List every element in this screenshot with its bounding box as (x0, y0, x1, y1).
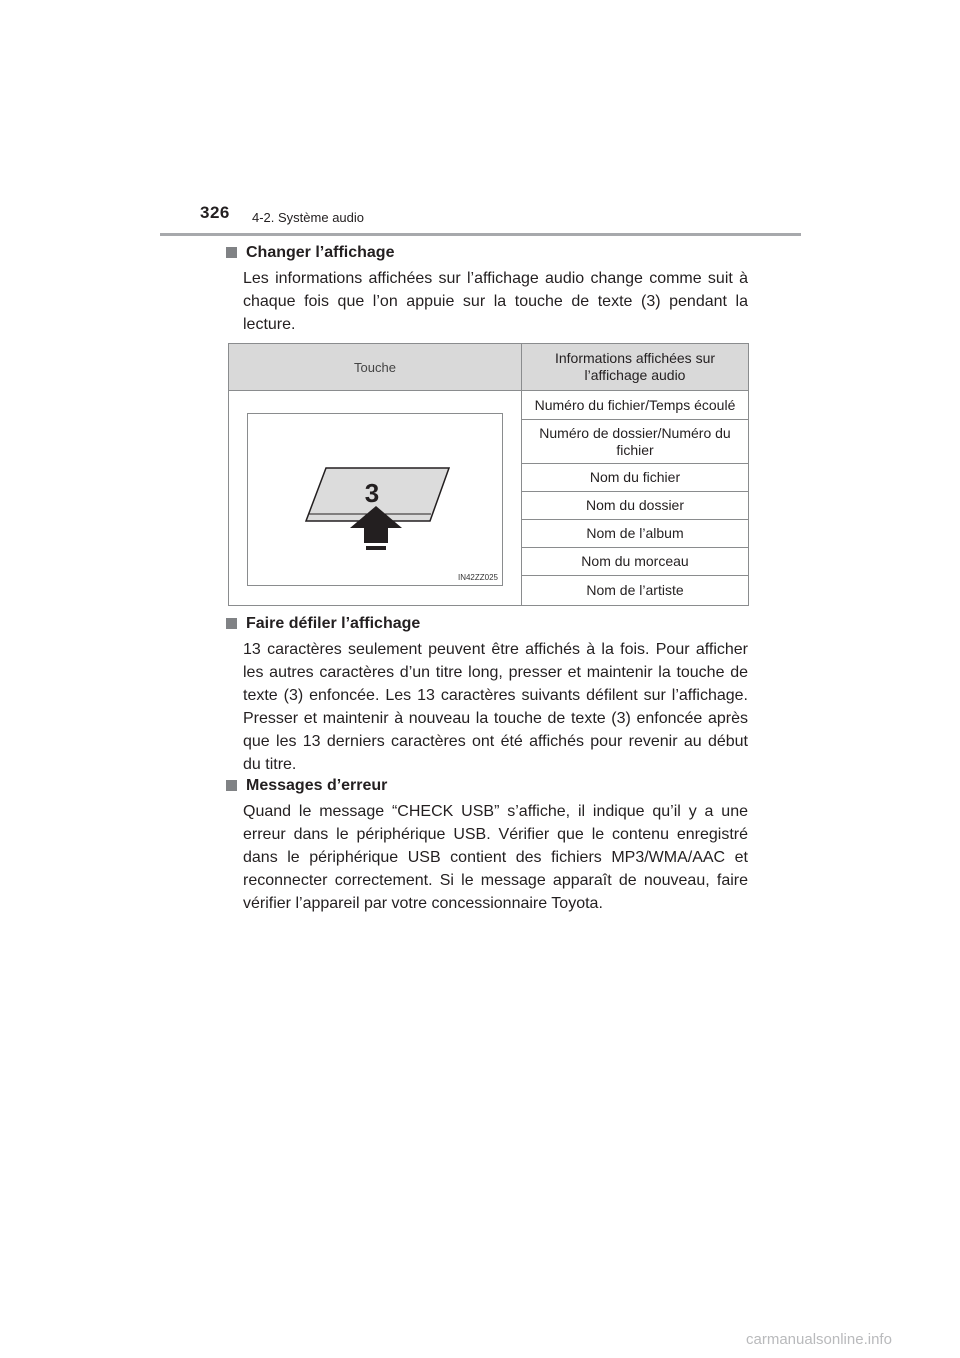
section-heading (226, 775, 748, 797)
text-button-illustration (247, 413, 503, 586)
page-number: 326 (200, 203, 230, 222)
section-heading (226, 613, 748, 635)
section-heading-text: Changer l’affichage (246, 244, 395, 261)
section-heading (226, 242, 748, 264)
table-row: Nom du dossier (522, 492, 748, 520)
table-header-info: Informations affichées sur l’affichage audio (521, 344, 748, 390)
table-row: Numéro du fichier/Temps écoulé (522, 391, 748, 420)
footer-watermark[interactable]: carmanualsonline.info (746, 1331, 892, 1348)
table-row: Numéro de dossier/Numéro du fichier (522, 420, 748, 464)
section-change-display (226, 242, 748, 336)
illustration-cell (229, 391, 521, 605)
table-row: Nom de l’artiste (586, 582, 684, 598)
display-info-table (228, 343, 749, 606)
section-paragraph: 13 caractères seulement peuvent être affichés à la fois. Pour afficher les autres caractères d’un titre long, presser et maintenir la touche de texte (3) enfoncée. Les 13 caractères suivants défilent sur l’affichage. Presser et maintenir à nouveau la touche de texte (3) enfoncée après que les 13 derniers caractères ont été affichés pour revenir au début du titre. (243, 641, 748, 773)
table-header-touch: Touche (354, 359, 396, 375)
section-error-messages (226, 775, 748, 915)
section-heading-text: Faire défiler l’affichage (246, 615, 421, 632)
table-row: Nom de l’album (522, 520, 748, 548)
section-paragraph: Quand le message “CHECK USB” s’affiche, il indique qu’il y a une erreur dans le périphérique USB. Vérifier que le contenu enregistré dans le périphérique USB contient des fichiers MP3/WMA/AAC et reconnecter correctement. Si le message apparaît de nouveau, faire vérifier l’appareil par votre concessionnaire Toyota. (243, 803, 748, 912)
info-column (521, 391, 748, 605)
text-button-drawing (248, 414, 502, 585)
button-number-label: 3 (364, 478, 380, 508)
table-row: Nom du morceau (522, 548, 748, 576)
table-row: Nom du fichier (522, 464, 748, 492)
illustration-code: IN42ZZ025 (457, 573, 498, 582)
section-scroll-display (226, 613, 748, 776)
table-header (229, 344, 748, 391)
header-rule (160, 233, 801, 236)
section-title: 4-2. Système audio (252, 210, 365, 225)
square-bullet-icon (226, 247, 237, 258)
square-bullet-icon (226, 780, 237, 791)
square-bullet-icon (226, 618, 237, 629)
section-paragraph: Les informations affichées sur l’affichage audio change comme suit à chaque fois que l’on appuie sur la touche de texte (3) pendant la lecture. (243, 270, 748, 333)
section-heading-text: Messages d’erreur (246, 777, 388, 794)
